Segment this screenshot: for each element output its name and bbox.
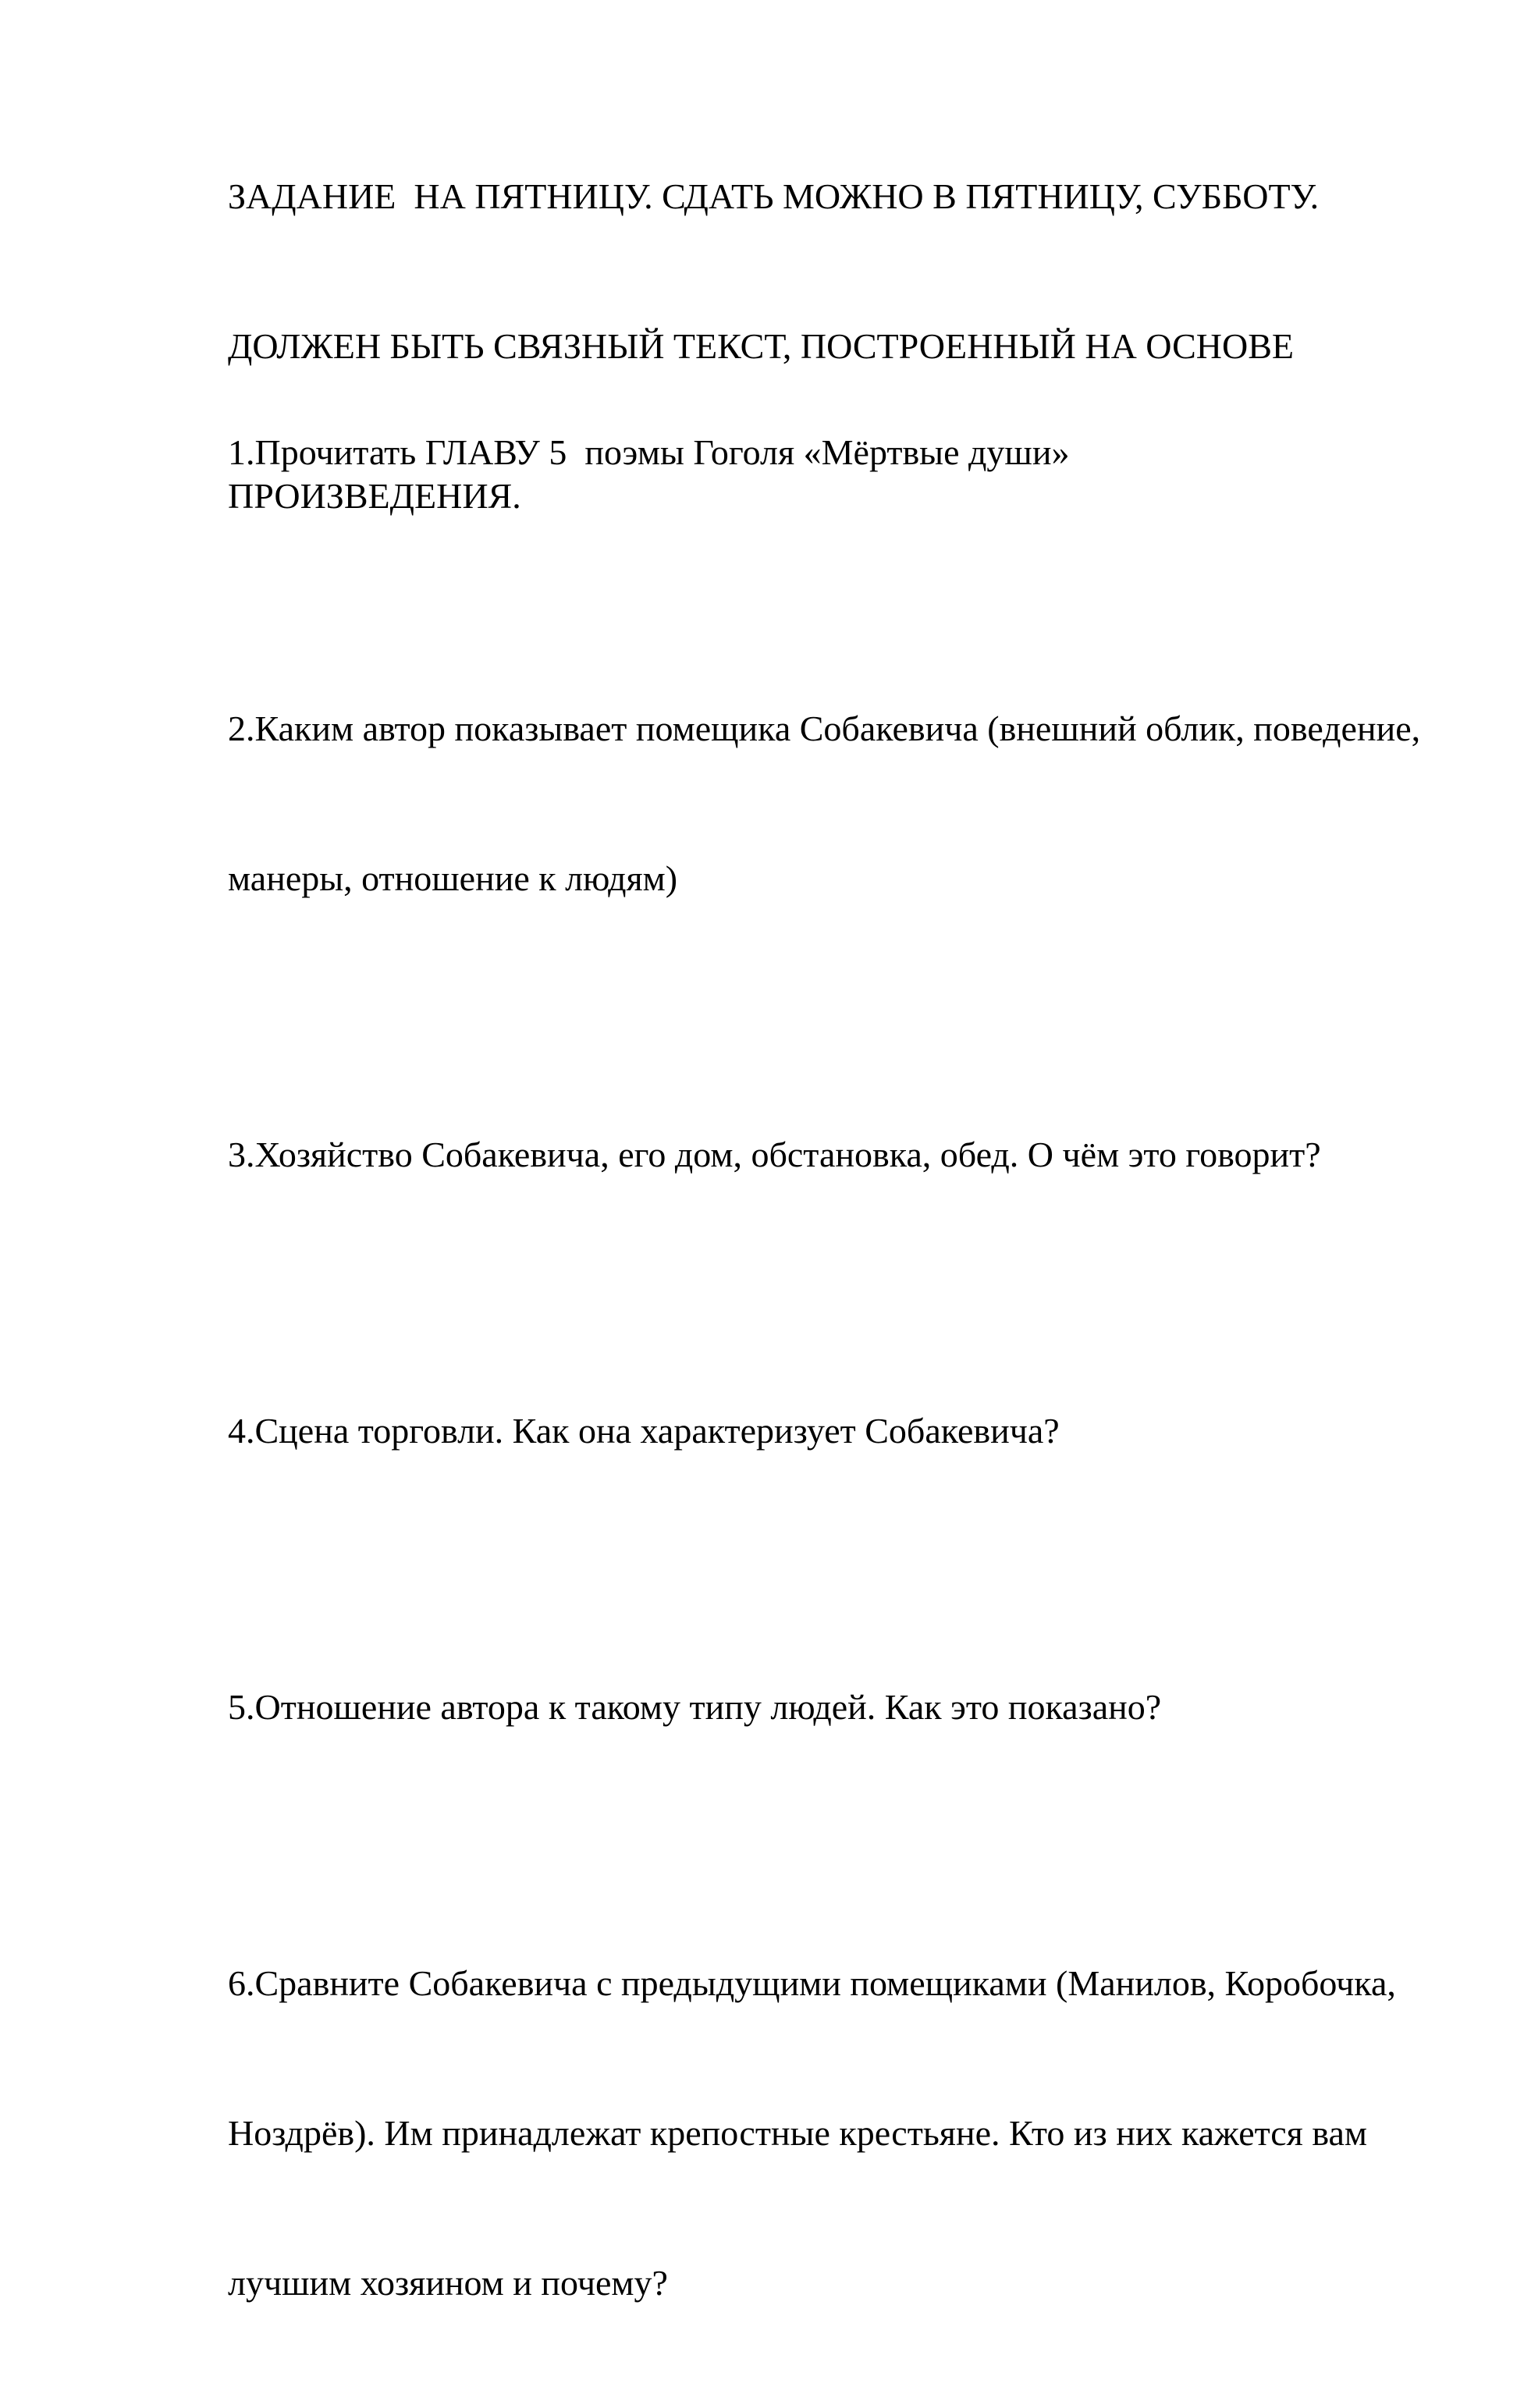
task-item-1 [228,328,1508,577]
task-4-line-1: 4.Сцена торговли. Как она характеризует Собакевича? [228,1411,1060,1451]
header-line-2: ДОЛЖЕН БЫТЬ СВЯЗНЫЙ ТЕКСТ, ПОСТРОЕННЫЙ НА ОСНОВЕ [228,326,1294,366]
task-list [228,328,1508,2408]
task-item-6 [228,1859,1508,2408]
task-item-3 [228,1030,1508,1280]
task-6-line-3: лучшим хозяином и почему? [228,2263,668,2303]
task-item-2 [228,604,1508,1003]
task-2-line-1: 2.Каким автор показывает помещика Собакевича (внешний облик, поведение, [228,709,1421,748]
task-3-line-1: 3.Хозяйство Собакевича, его дом, обстановка, обед. О чём это говорит? [228,1135,1321,1174]
task-6-line-2: Ноздрёв). Им принадлежат крепостные крестьяне. Кто из них кажется вам [228,2113,1367,2153]
task-6-line-1: 6.Сравните Собакевича с предыдущими помещиками (Манилов, Коробочка, [228,1963,1396,2003]
task-1-line-1: 1.Прочитать ГЛАВУ 5 поэмы Гоголя «Мёртвые души» [228,432,1070,472]
task-2-line-2: манеры, отношение к людям) [228,858,678,898]
task-item-5 [228,1582,1508,1832]
header-line-3: ПРОИЗВЕДЕНИЯ. [228,476,521,516]
task-5-line-1: 5.Отношение автора к такому типу людей. Как это показано? [228,1687,1162,1727]
header-line-1: ЗАДАНИЕ НА ПЯТНИЦУ. СДАТЬ МОЖНО В ПЯТНИЦУ, СУББОТУ. [228,176,1320,216]
task-item-4 [228,1306,1508,1556]
